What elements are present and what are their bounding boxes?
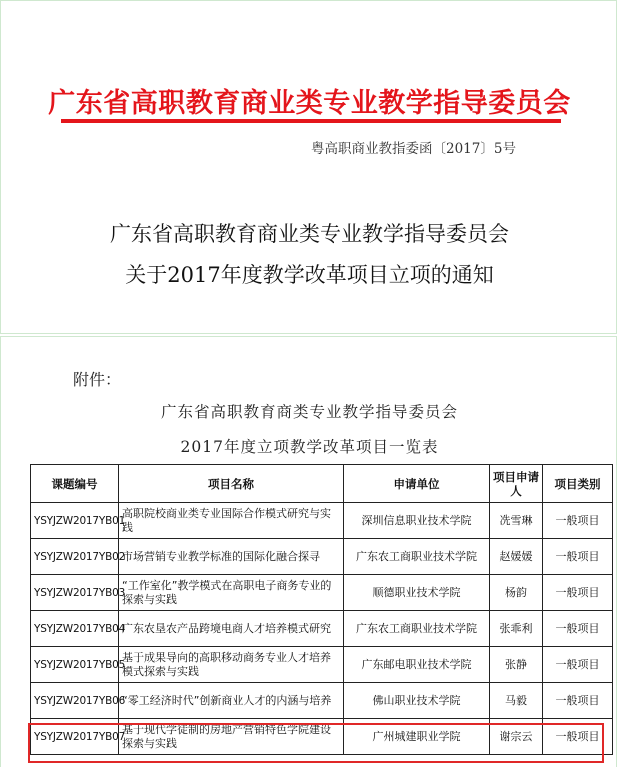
applicant-unit: 广东农工商职业技术学院 — [344, 611, 490, 647]
project-name: 市场营销专业教学标准的国际化融合探寻 — [119, 539, 344, 575]
applicant-person: 冼雪琳 — [490, 503, 543, 539]
project-type: 一般项目 — [543, 719, 613, 755]
project-type: 一般项目 — [543, 647, 613, 683]
project-name: 基于成果导向的高职移动商务专业人才培养模式探索与实践 — [119, 647, 344, 683]
applicant-unit: 广州城建职业学院 — [344, 719, 490, 755]
column-header-type: 项目类别 — [543, 465, 613, 503]
project-code: YSYJZW2017YB03 — [31, 575, 119, 611]
column-header-unit: 申请单位 — [344, 465, 490, 503]
column-header-name: 项目名称 — [119, 465, 344, 503]
project-code: YSYJZW2017YB05 — [31, 647, 119, 683]
issuer-title: 广东省高职教育商业类专业教学指导委员会 — [48, 88, 571, 119]
project-code: YSYJZW2017YB07 — [31, 719, 119, 755]
project-list-table — [30, 464, 613, 755]
applicant-unit: 佛山职业技术学院 — [344, 683, 490, 719]
attachment-panel — [0, 336, 617, 767]
attachment-title-line-2: 2017年度立项教学改革项目一览表 — [180, 438, 439, 456]
applicant-unit: 顺德职业技术学院 — [344, 575, 490, 611]
table-header-row — [31, 465, 613, 503]
notice-header-panel — [0, 0, 617, 334]
applicant-unit: 广东邮电职业技术学院 — [344, 647, 490, 683]
applicant-person: 张乖利 — [490, 611, 543, 647]
project-name: 广东农垦农产品跨境电商人才培养模式研究 — [119, 611, 344, 647]
applicant-person: 赵媛媛 — [490, 539, 543, 575]
column-header-applicant: 项目申请人 — [490, 465, 543, 503]
project-code: YSYJZW2017YB02 — [31, 539, 119, 575]
table-row — [31, 647, 613, 683]
applicant-person: 张静 — [490, 647, 543, 683]
project-name: “零工经济时代”创新商业人才的内涵与培养 — [119, 683, 344, 719]
notice-title-line-1: 广东省高职教育商业类专业教学指导委员会 — [110, 222, 509, 246]
red-divider-line — [61, 119, 561, 123]
project-name: “工作室化”教学模式在高职电子商务专业的探索与实践 — [119, 575, 344, 611]
project-type: 一般项目 — [543, 611, 613, 647]
attachment-title-line-1: 广东省高职教育商类专业教学指导委员会 — [160, 403, 458, 421]
table-row — [31, 503, 613, 539]
applicant-person: 杨韵 — [490, 575, 543, 611]
table-row — [31, 683, 613, 719]
project-name: 基于现代学徒制的房地产营销特色学院建设探索与实践 — [119, 719, 344, 755]
table-row — [31, 539, 613, 575]
applicant-unit: 深圳信息职业技术学院 — [344, 503, 490, 539]
attachment-label: 附件： — [73, 370, 122, 389]
project-code: YSYJZW2017YB04 — [31, 611, 119, 647]
column-header-code: 课题编号 — [31, 465, 119, 503]
table-row — [31, 611, 613, 647]
project-type: 一般项目 — [543, 503, 613, 539]
applicant-unit: 广东农工商职业技术学院 — [344, 539, 490, 575]
project-type: 一般项目 — [543, 683, 613, 719]
applicant-person: 谢宗云 — [490, 719, 543, 755]
project-code: YSYJZW2017YB06 — [31, 683, 119, 719]
notice-title-line-2: 关于2017年度教学改革项目立项的通知 — [125, 263, 494, 287]
table-row — [31, 575, 613, 611]
project-name: 高职院校商业类专业国际合作模式研究与实践 — [119, 503, 344, 539]
project-code: YSYJZW2017YB01 — [31, 503, 119, 539]
table-row-highlighted — [31, 719, 613, 755]
applicant-person: 马毅 — [490, 683, 543, 719]
project-type: 一般项目 — [543, 575, 613, 611]
project-type: 一般项目 — [543, 539, 613, 575]
document-number: 粤高职商业教指委函〔2017〕5号 — [311, 141, 516, 157]
